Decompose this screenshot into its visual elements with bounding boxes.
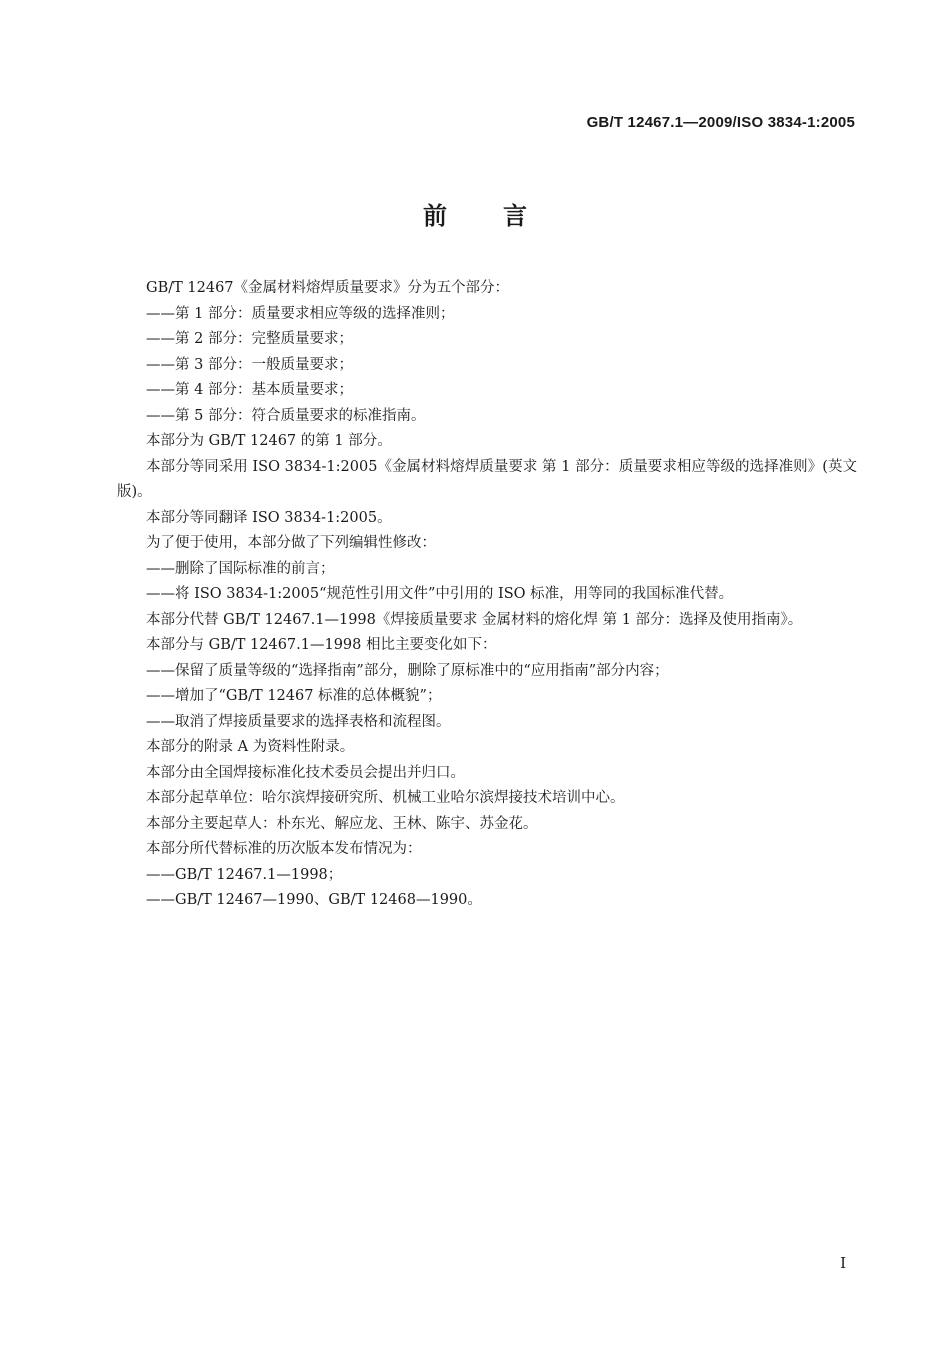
paragraph: ——GB/T 12467.1—1998； [146,866,343,883]
foreword-body [117,276,857,914]
paragraph: 本部分为 GB/T 12467 的第 1 部分。 [146,433,392,449]
paragraph: 本部分等同采用 ISO 3834-1:2005《金属材料熔焊质量要求 第 1 部分：质量要求相应等级的选择准则》(英文版)。 [117,458,857,500]
paragraph: ——取消了焊接质量要求的选择表格和流程图。 [146,713,451,730]
paragraph: ——第 4 部分：基本质量要求； [146,382,353,398]
paragraph: ——GB/T 12467—1990、GB/T 12468—1990。 [146,892,482,908]
paragraph: ——增加了“GB/T 12467 标准的总体概貌”； [146,688,442,704]
paragraph: 本部分等同翻译 ISO 3834-1:2005。 [146,509,392,526]
paragraph: 本部分由全国焊接标准化技术委员会提出并归口。 [146,764,465,781]
paragraph: ——将 ISO 3834-1:2005“规范性引用文件”中引用的 ISO 标准，用等同的我国标准代替。 [146,586,734,602]
paragraph: 为了便于使用，本部分做了下列编辑性修改： [146,535,436,551]
paragraph: 本部分与 GB/T 12467.1—1998 相比主要变化如下： [146,637,497,653]
paragraph: ——第 3 部分：一般质量要求； [146,356,353,373]
paragraph: 本部分起草单位：哈尔滨焊接研究所、机械工业哈尔滨焊接技术培训中心。 [146,790,625,806]
paragraph: 本部分的附录 A 为资料性附录。 [146,739,355,755]
page-title: 前言 [423,202,583,230]
paragraph: ——删除了国际标准的前言； [146,560,335,577]
paragraph: ——保留了质量等级的“选择指南”部分，删除了原标准中的“应用指南”部分内容； [146,662,669,679]
standard-code-header: GB/T 12467.1—2009/ISO 3834-1:2005 [586,114,855,131]
paragraph: ——第 1 部分：质量要求相应等级的选择准则； [146,305,455,322]
paragraph: 本部分所代替标准的历次版本发布情况为： [146,841,422,857]
paragraph: GB/T 12467《金属材料熔焊质量要求》分为五个部分： [146,280,510,296]
paragraph: 本部分代替 GB/T 12467.1—1998《焊接质量要求 金属材料的熔化焊 第 1 部分：选择及使用指南》。 [146,611,803,628]
paragraph: 本部分主要起草人：朴东光、解应龙、王林、陈宇、苏金花。 [146,815,538,832]
page-number: I [840,1254,846,1272]
paragraph: ——第 5 部分：符合质量要求的标准指南。 [146,407,426,424]
paragraph: ——第 2 部分：完整质量要求； [146,331,353,347]
